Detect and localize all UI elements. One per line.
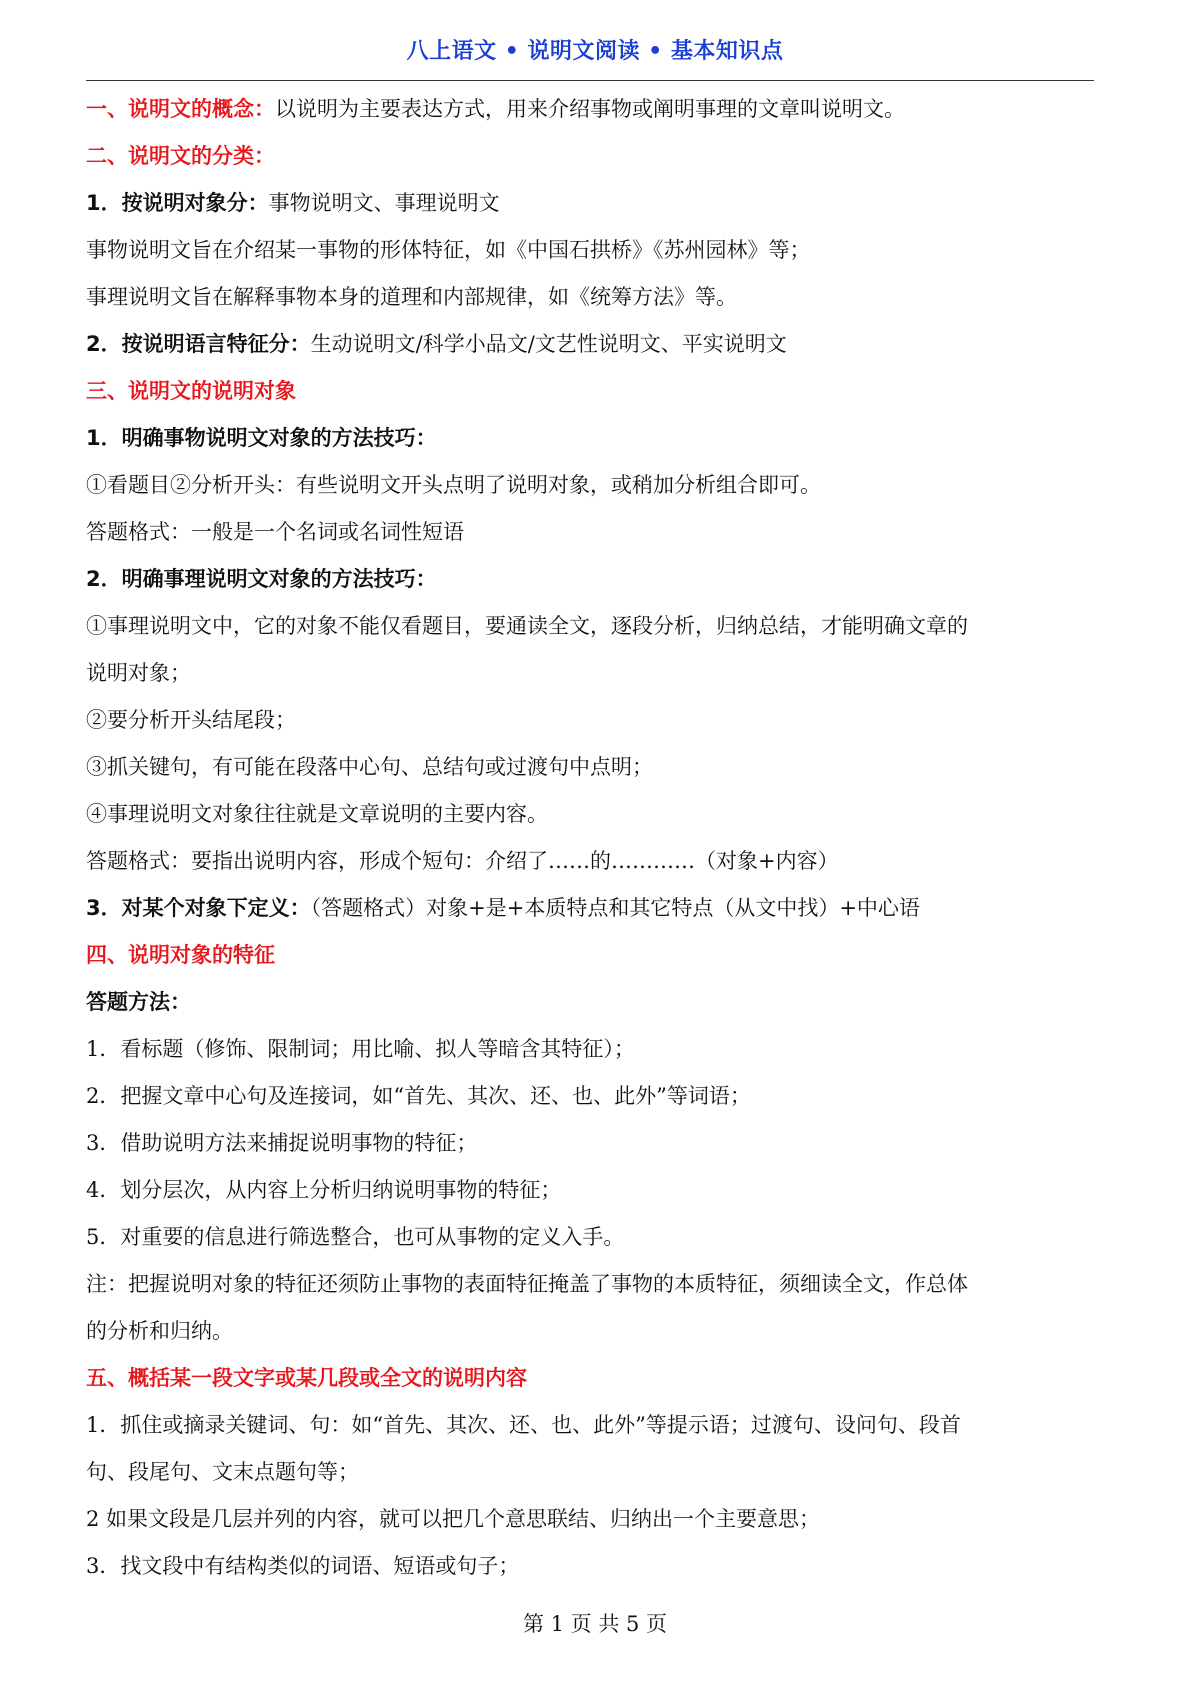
section-3-sub-1-line-2: 答题格式：一般是一个名词或名词性短语 bbox=[86, 520, 464, 544]
section-3-sub-2-line-1-cont: 说明对象； bbox=[86, 661, 191, 685]
section-3-sub-3-text: （答题格式）对象+是+本质特点和其它特点（从文中找）+中心语 bbox=[310, 896, 920, 920]
section-1-line bbox=[86, 86, 1108, 133]
section-2-item-1-label: 1．按说明对象分： bbox=[86, 191, 269, 215]
section-2-item-2 bbox=[86, 321, 1108, 368]
header-divider bbox=[86, 80, 1094, 81]
document-body bbox=[86, 86, 1108, 1590]
section-2-item-1 bbox=[86, 180, 1108, 227]
section-3-sub-2-line-3: ③抓关键句，有可能在段落中心句、总结句或过渡句中点明； bbox=[86, 755, 653, 779]
section-2-line-2: 事理说明文旨在解释事物本身的道理和内部规律，如《统筹方法》等。 bbox=[86, 285, 737, 309]
section-3-heading: 三、说明文的说明对象 bbox=[86, 379, 296, 403]
section-3-sub-2-line-5: 答题格式：要指出说明内容，形成个短句：介绍了……的…………（对象+内容） bbox=[86, 849, 839, 873]
section-4-item-5: 5．对重要的信息进行筛选整合，也可从事物的定义入手。 bbox=[86, 1225, 625, 1249]
section-3-sub-2-line-2: ②要分析开头结尾段； bbox=[86, 708, 296, 732]
section-3-sub-2: 2．明确事理说明文对象的方法技巧： bbox=[86, 567, 437, 591]
document-title: 八上语文 • 说明文阅读 • 基本知识点 bbox=[406, 39, 784, 64]
section-4-item-3: 3．借助说明方法来捕捉说明事物的特征； bbox=[86, 1131, 478, 1155]
section-3-sub-3 bbox=[86, 885, 1108, 932]
section-2-item-2-label: 2．按说明语言特征分： bbox=[86, 332, 311, 356]
section-2-item-2-text: 生动说明文/科学小品文/文艺性说明文、平实说明文 bbox=[310, 332, 787, 356]
section-4-item-2: 2．把握文章中心句及连接词，如“首先、其次、还、也、此外”等词语； bbox=[86, 1084, 751, 1108]
section-4-note: 注：把握说明对象的特征还须防止事物的表面特征掩盖了事物的本质特征，须细读全文，作总体 bbox=[86, 1272, 968, 1296]
section-3-sub-1: 1．明确事物说明文对象的方法技巧： bbox=[86, 426, 437, 450]
section-4-heading: 四、说明对象的特征 bbox=[86, 943, 275, 967]
section-1-heading: 一、说明文的概念： bbox=[86, 97, 275, 121]
section-2-item-1-text: 事物说明文、事理说明文 bbox=[268, 191, 500, 215]
section-2-line-1: 事物说明文旨在介绍某一事物的形体特征，如《中国石拱桥》《苏州园林》等； bbox=[86, 238, 811, 262]
section-5-heading: 五、概括某一段文字或某几段或全文的说明内容 bbox=[86, 1366, 527, 1390]
section-3-sub-2-line-4: ④事理说明文对象往往就是文章说明的主要内容。 bbox=[86, 802, 548, 826]
section-5-item-1-cont: 句、段尾句、文末点题句等； bbox=[86, 1460, 359, 1484]
section-4-item-1: 1．看标题（修饰、限制词；用比喻、拟人等暗含其特征）； bbox=[86, 1037, 635, 1061]
section-5-item-2: 2 如果文段是几层并列的内容，就可以把几个意思联结、归纳出一个主要意思； bbox=[86, 1507, 821, 1531]
section-3-sub-1-line-1: ①看题目②分析开头：有些说明文开头点明了说明对象，或稍加分析组合即可。 bbox=[86, 473, 821, 497]
page-number: 第 1 页 共 5 页 bbox=[522, 1612, 668, 1636]
section-5-item-1: 1．抓住或摘录关键词、句：如“首先、其次、还、也、此外”等提示语；过渡句、设问句、段首 bbox=[86, 1413, 961, 1437]
section-1-text: 以说明为主要表达方式，用来介绍事物或阐明事理的文章叫说明文。 bbox=[275, 97, 905, 121]
section-4-item-4: 4．划分层次，从内容上分析归纳说明事物的特征； bbox=[86, 1178, 562, 1202]
section-3-sub-3-label: 3．对某个对象下定义： bbox=[86, 896, 311, 920]
section-2-heading: 二、说明文的分类： bbox=[86, 144, 275, 168]
section-5-item-3: 3．找文段中有结构类似的词语、短语或句子； bbox=[86, 1554, 520, 1578]
section-3-sub-2-line-1: ①事理说明文中，它的对象不能仅看题目，要通读全文，逐段分析，归纳总结，才能明确文章的 bbox=[86, 614, 968, 638]
section-4-method-label: 答题方法： bbox=[86, 990, 191, 1014]
section-4-note-cont: 的分析和归纳。 bbox=[86, 1319, 233, 1343]
